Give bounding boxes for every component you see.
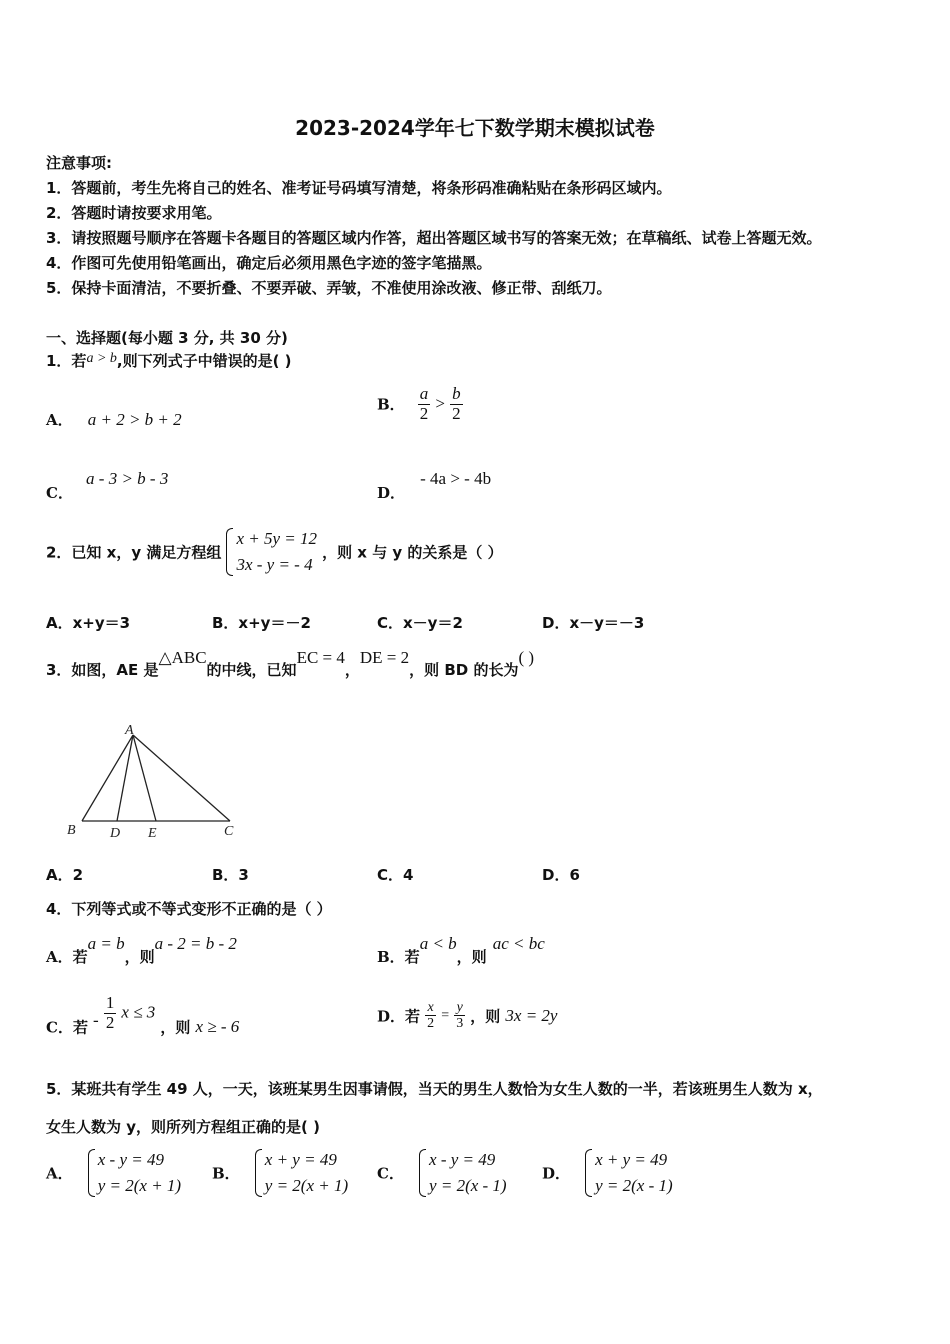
- equation-system: [585, 1147, 673, 1199]
- option-label: D．: [377, 484, 406, 502]
- q2-suffix: ，则 x 与 y 的关系是（ ）: [322, 543, 503, 562]
- fraction: $\frac{b}{2}$: [452, 384, 461, 423]
- q4-option-d: [377, 1000, 557, 1032]
- q4-option-a: [46, 933, 237, 966]
- q2-option: C．x－y＝2: [377, 614, 463, 632]
- option-label: A．若: [46, 948, 88, 966]
- note-item: 3．请按照题号顺序在答题卡各题目的答题区域内作答，超出答题区域书写的答案无效；在草稿纸、试卷上答题无效。: [46, 229, 822, 247]
- condition: a < b: [419, 934, 457, 953]
- q5-option-a: [46, 1147, 181, 1199]
- q1-option-a: [46, 409, 182, 430]
- question-5-line1: 5．某班共有学生 49 人，一天，该班某男生因事请假，当天的男生人数恰为女生人数的一半，若该班男生人数为 x，: [46, 1080, 823, 1098]
- equation: 3x - y = - 4: [236, 555, 313, 574]
- triangle-figure: [62, 718, 242, 846]
- condition: a = b: [87, 934, 125, 953]
- then-text: ，则: [124, 948, 155, 966]
- q1-suffix: ,则下列式子中错误的是( ): [116, 352, 292, 370]
- inequality: x ≤ 3: [121, 1002, 156, 1022]
- q3-suffix: ，则 BD 的长为: [409, 661, 519, 679]
- option-label: C．若: [46, 1018, 88, 1037]
- option-label: B．: [212, 1164, 240, 1183]
- note-item: 2．答题时请按要求用笔。: [46, 204, 222, 222]
- q2-prefix: 2．已知 x，y 满足方程组: [46, 543, 222, 562]
- vertex-label-b: B: [67, 823, 76, 838]
- answer-blank: ( ): [518, 648, 535, 667]
- vertex-label-e: E: [148, 826, 157, 841]
- then-text: ，则: [470, 1007, 501, 1026]
- fraction: $\frac{1}{2}$: [105, 993, 115, 1032]
- q2-option: A．x+y＝3: [46, 614, 131, 632]
- equation: x + y = 49: [595, 1150, 668, 1169]
- then-text: ，则: [456, 948, 487, 966]
- question-5-line2: 女生人数为 y，则所列方程组正确的是( ): [46, 1118, 320, 1136]
- equation: x - y = 49: [97, 1150, 164, 1169]
- result: ac < bc: [492, 934, 545, 953]
- option-expr: - 4a > - 4b: [420, 469, 492, 488]
- question-1-stem: [46, 350, 292, 371]
- q3-option: B．3: [212, 866, 249, 884]
- operator: >: [435, 394, 445, 414]
- section-heading: 一、选择题(每小题 3 分, 共 30 分): [46, 329, 288, 347]
- q5-option-b: [212, 1147, 348, 1199]
- triangle-label: △ABC: [158, 648, 207, 667]
- fraction: $\frac{y}{3}$: [456, 1000, 464, 1032]
- q1-option-c: [46, 468, 169, 502]
- option-label: D．: [542, 1164, 571, 1183]
- q5-option-d: [542, 1147, 673, 1199]
- equation-system: [255, 1147, 348, 1199]
- q2-option: D．x－y＝－3: [542, 614, 645, 632]
- q1-option-d: [377, 468, 492, 502]
- note-item: 4．作图可先使用铅笔画出，确定后必须用黑色字迹的签字笔描黑。: [46, 254, 492, 272]
- fraction: $\frac{x}{2}$: [427, 1000, 435, 1032]
- q1-option-b: [377, 385, 463, 423]
- ec-value: EC = 4: [296, 648, 345, 667]
- equation: x - y = 49: [429, 1150, 496, 1169]
- equals-sign: =: [441, 1007, 450, 1023]
- option-label: A．: [46, 411, 73, 429]
- option-label: C．: [377, 1164, 404, 1183]
- note-item: 5．保持卡面清洁，不要折叠、不要弄破、弄皱，不准使用涂改液、修正带、刮纸刀。: [46, 279, 612, 297]
- equation: y = 2(x - 1): [595, 1176, 673, 1195]
- notes-heading: 注意事项:: [46, 154, 112, 172]
- question-2-stem: [46, 526, 503, 578]
- result: 3x = 2y: [505, 1005, 558, 1025]
- de-value: DE = 2: [359, 648, 410, 667]
- vertex-label-a: A: [125, 723, 134, 738]
- question-4-stem: 4．下列等式或不等式变形不正确的是（ ）: [46, 900, 332, 918]
- option-label: D．若: [377, 1007, 421, 1026]
- option-expr: a + 2 > b + 2: [87, 410, 182, 429]
- question-3-stem: [46, 647, 535, 679]
- equation-system: [419, 1147, 507, 1199]
- result: a - 2 = b - 2: [154, 934, 237, 953]
- option-label: A．: [46, 1164, 73, 1183]
- equation: x + 5y = 12: [236, 529, 317, 548]
- minus-sign: -: [93, 1010, 99, 1030]
- equation-system: [226, 526, 317, 578]
- q3-option: D．6: [542, 866, 580, 884]
- equation: x + y = 49: [264, 1150, 337, 1169]
- option-expr: a - 3 > b - 3: [86, 469, 169, 488]
- q4-option-b: [377, 933, 545, 966]
- then-text: ，则: [160, 1018, 191, 1037]
- q3-mid: 的中线，已知: [206, 661, 297, 679]
- segment-ac: [133, 735, 230, 821]
- q1-condition: a > b: [86, 351, 117, 366]
- option-label: B．: [377, 395, 405, 414]
- q3-option: A．2: [46, 866, 84, 884]
- fraction: $\frac{a}{2}$: [419, 384, 429, 423]
- equation: y = 2(x + 1): [97, 1176, 182, 1195]
- option-label: B．若: [377, 948, 420, 966]
- equation: y = 2(x - 1): [429, 1176, 507, 1195]
- option-label: C．: [46, 484, 73, 502]
- equation-system: [88, 1147, 181, 1199]
- q5-option-c: [377, 1147, 507, 1199]
- q3-option: C．4: [377, 866, 414, 884]
- note-item: 1．答题前，考生先将自己的姓名、准考证号码填写清楚，将条形码准确粘贴在条形码区域内。: [46, 179, 672, 197]
- q3-prefix: 3．如图，AE 是: [46, 661, 159, 679]
- segment-ae: [133, 735, 156, 821]
- vertex-label-c: C: [224, 824, 234, 839]
- equation: y = 2(x + 1): [264, 1176, 349, 1195]
- vertex-label-d: D: [110, 826, 121, 841]
- q1-prefix: 1．若: [46, 352, 87, 370]
- page-title: 2023-2024学年七下数学期末模拟试卷: [295, 116, 655, 140]
- q4-option-c: [46, 994, 239, 1038]
- q2-option: B．x+y＝－2: [212, 614, 311, 632]
- result: x ≥ - 6: [195, 1017, 240, 1037]
- q3-comma: ，: [344, 661, 360, 679]
